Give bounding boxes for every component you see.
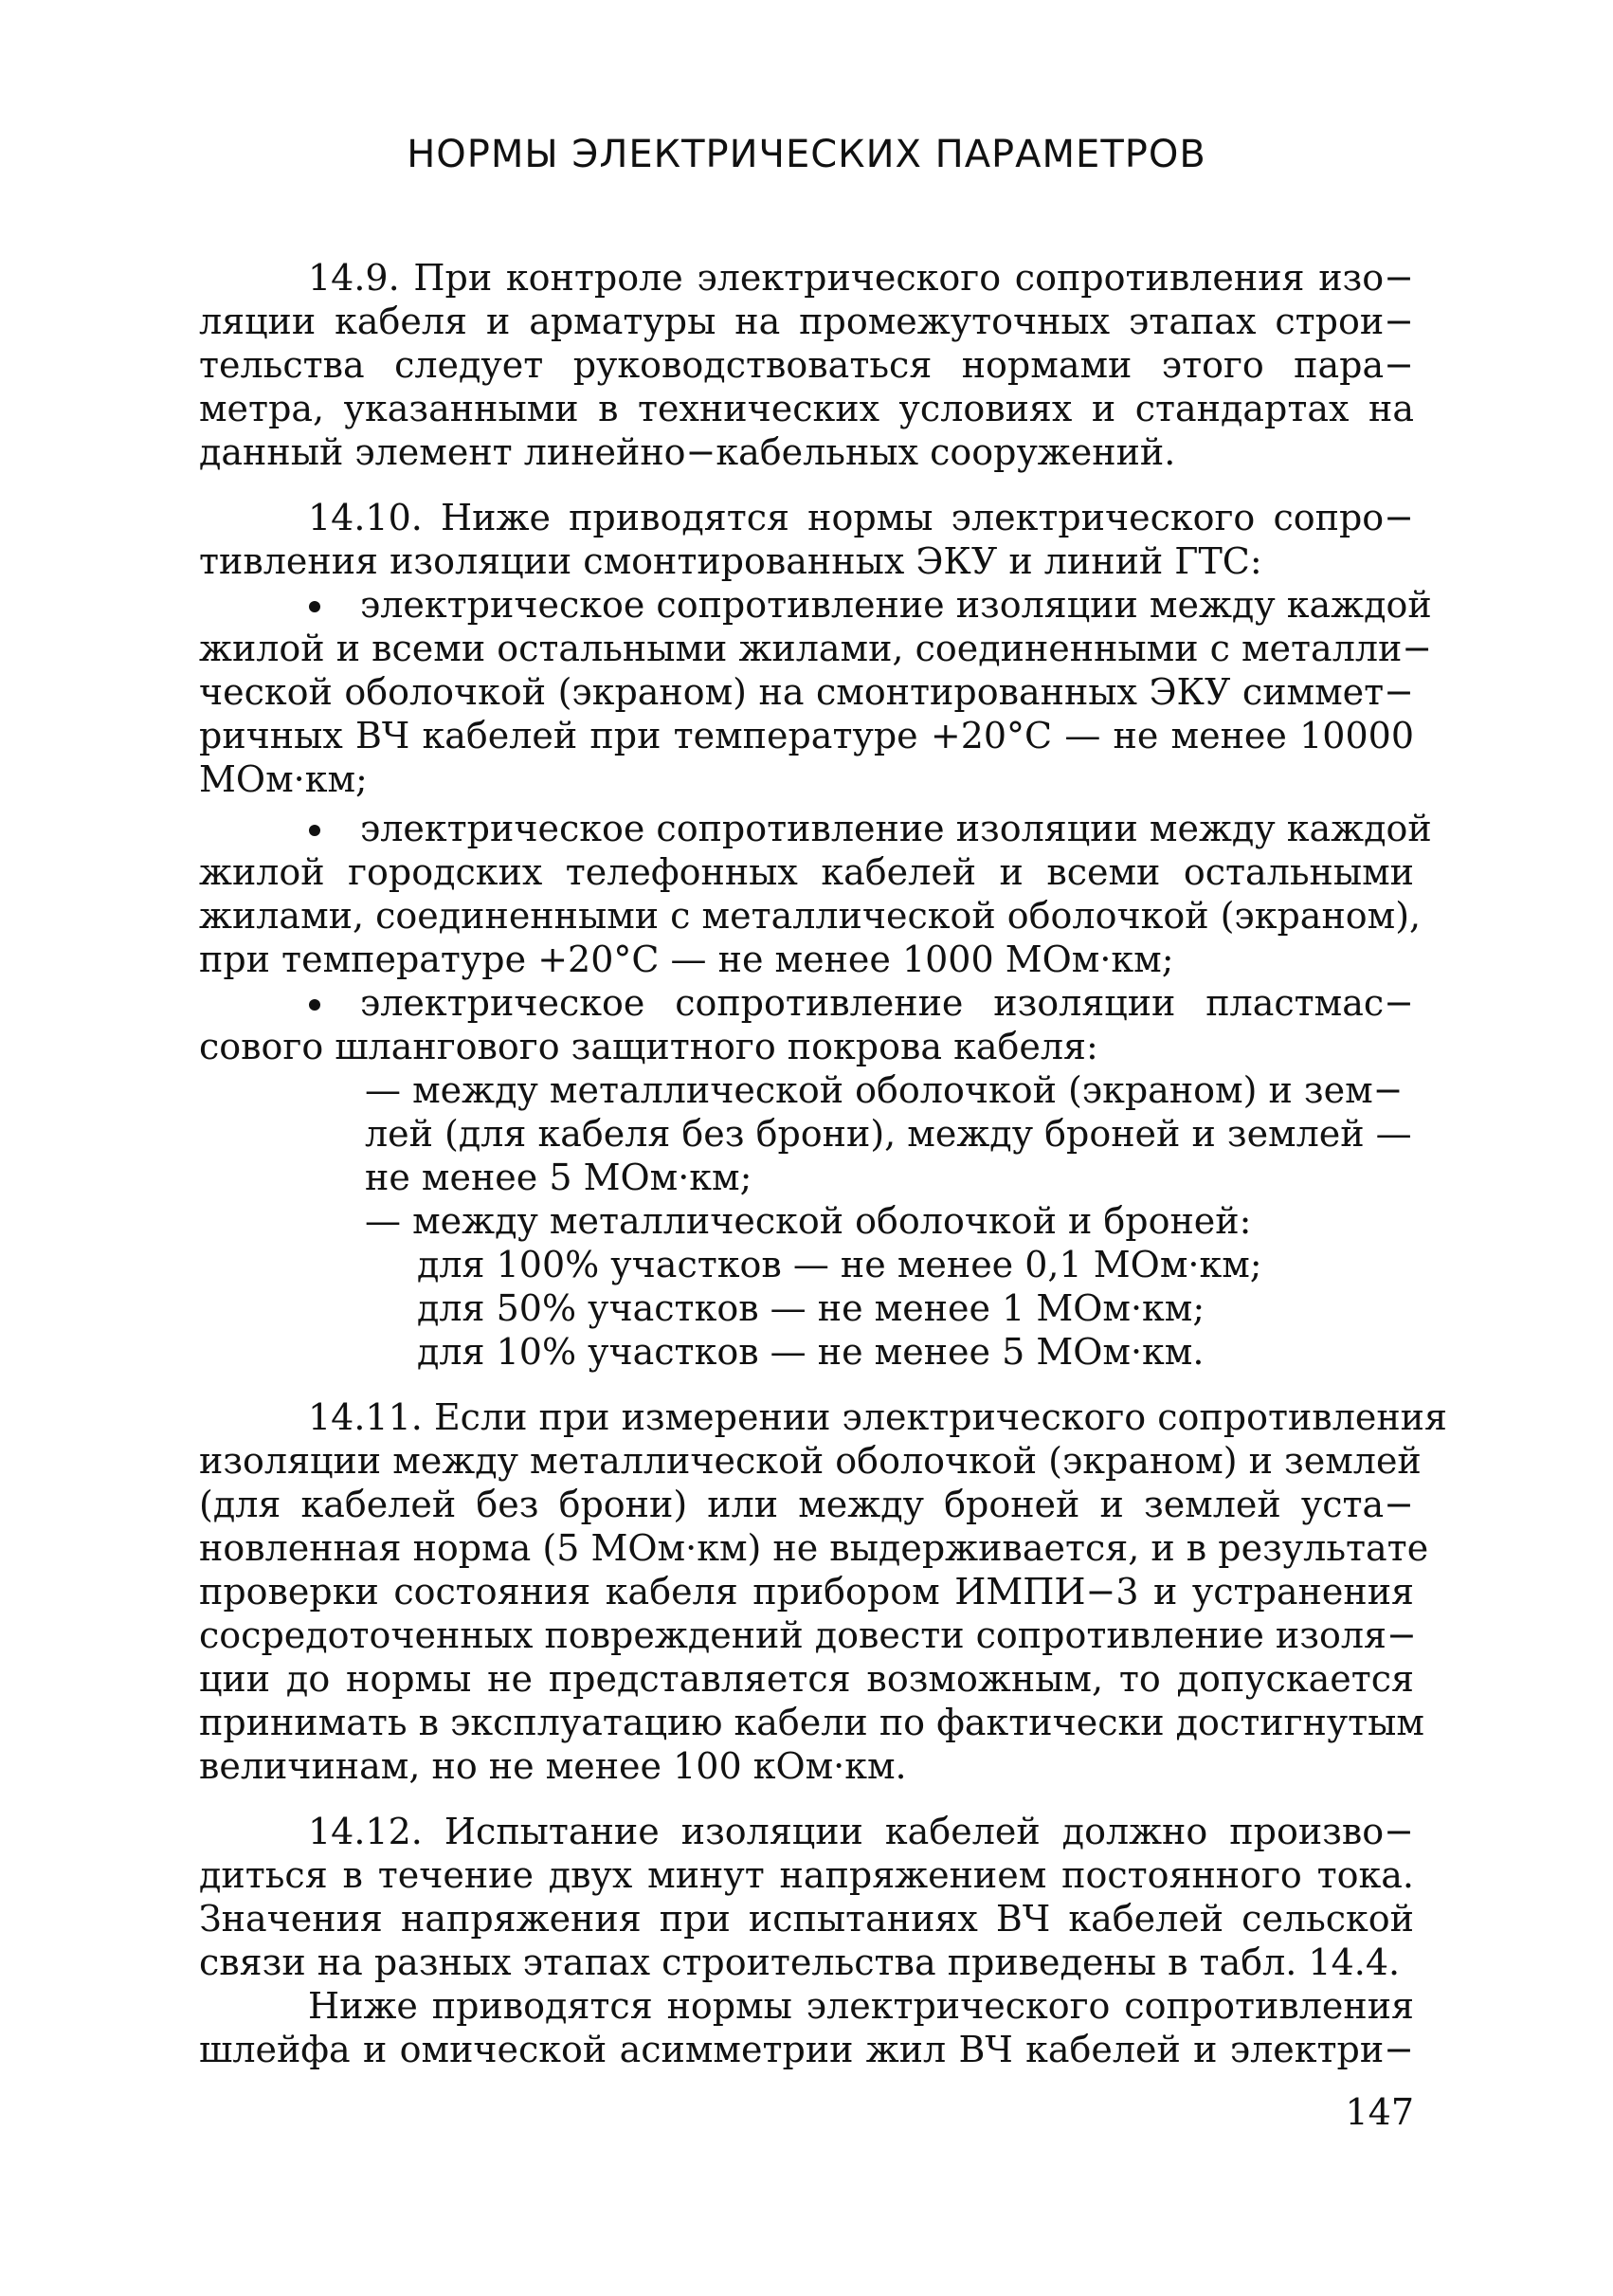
bullet-dot [309,999,320,1011]
text-line: Значения напряжения при испытаниях ВЧ кабелей сельской [199,1898,1414,1940]
text-line: — между металлической оболочкой и броней: [365,1200,1252,1242]
text-line: тельства следует руководствоваться нормами этого пара− [199,344,1414,386]
text-line: при температуре +20°С — не менее 1000 МОм·км; [199,938,1174,980]
text-line: ческой оболочкой (экраном) на смонтированных ЭКУ симмет− [199,671,1414,713]
text-line: для 100% участков — не менее 0,1 МОм·км; [417,1244,1262,1285]
text-line: МОм·км; [199,758,368,800]
text-line: электрическое сопротивление изоляции между каждой [360,584,1432,626]
text-line: величинам, но не менее 100 кОм·км. [199,1745,907,1787]
text-line: принимать в эксплуатацию кабели по фактически достигнутым [199,1702,1424,1743]
text-line: жилой городских телефонных кабелей и всеми остальными [199,851,1414,893]
text-line: связи на разных этапах строительства приведены в табл. 14.4. [199,1941,1401,1983]
text-line: ричных ВЧ кабелей при температуре +20°С — не менее 10000 [199,715,1414,756]
bullet-dot [309,601,320,612]
text-line: 14.11. Если при измерении электрического сопротивления [308,1396,1447,1438]
text-line: электрическое сопротивление изоляции между каждой [360,808,1432,849]
bullet-dot [309,825,320,836]
text-line: данный элемент линейно−кабельных сооружений. [199,431,1176,473]
text-line: жилой и всеми остальными жилами, соединенными с металли− [199,628,1433,669]
text-line: сосредоточенных повреждений довести сопротивление изоля− [199,1614,1417,1656]
text-line: новленная норма (5 МОм·км) не выдерживается, и в результате [199,1527,1429,1569]
text-line: ции до нормы не представляется возможным, то допускается [199,1658,1414,1700]
text-line: тивления изоляции смонтированных ЭКУ и линий ГТС: [199,540,1262,582]
text-line: для 50% участков — не менее 1 МОм·км; [417,1287,1205,1329]
text-line: для 10% участков — не менее 5 МОм·км. [417,1331,1205,1373]
text-line: не менее 5 МОм·км; [365,1157,752,1198]
text-line: Ниже приводятся нормы электрического сопротивления [308,1985,1414,2027]
page-number: 147 [1345,2091,1414,2133]
text-line: жилами, соединенными с металлической оболочкой (экраном), [199,895,1422,937]
text-line: диться в течение двух минут напряжением постоянного тока. [199,1854,1414,1896]
text-line: шлейфа и омической асимметрии жил ВЧ кабелей и электри− [199,2029,1414,2070]
text-line: 14.12. Испытание изоляции кабелей должно произво− [308,1811,1414,1852]
text-line: проверки состояния кабеля прибором ИМПИ−3 и устранения [199,1571,1414,1613]
text-line: ляции кабеля и арматуры на промежуточных этапах строи− [199,301,1414,342]
text-line: 14.10. Ниже приводятся нормы электрического сопро− [308,497,1414,538]
text-line: электрическое сопротивление изоляции пластмас− [360,982,1414,1024]
text-line: лей (для кабеля без брони), между броней и землей — [365,1113,1412,1155]
text-line: метра, указанными в технических условиях и стандартах на [199,388,1414,429]
text-line: — между металлической оболочкой (экраном) и зем− [365,1069,1404,1111]
text-line: (для кабелей без брони) или между броней и землей уста− [199,1484,1414,1525]
text-line: 14.9. При контроле электрического сопротивления изо− [308,257,1414,299]
page-heading: НОРМЫ ЭЛЕКТРИЧЕСКИХ ПАРАМЕТРОВ [407,133,1206,176]
text-line: сового шлангового защитного покрова кабеля: [199,1026,1098,1067]
text-line: изоляции между металлической оболочкой (экраном) и землей [199,1440,1422,1482]
